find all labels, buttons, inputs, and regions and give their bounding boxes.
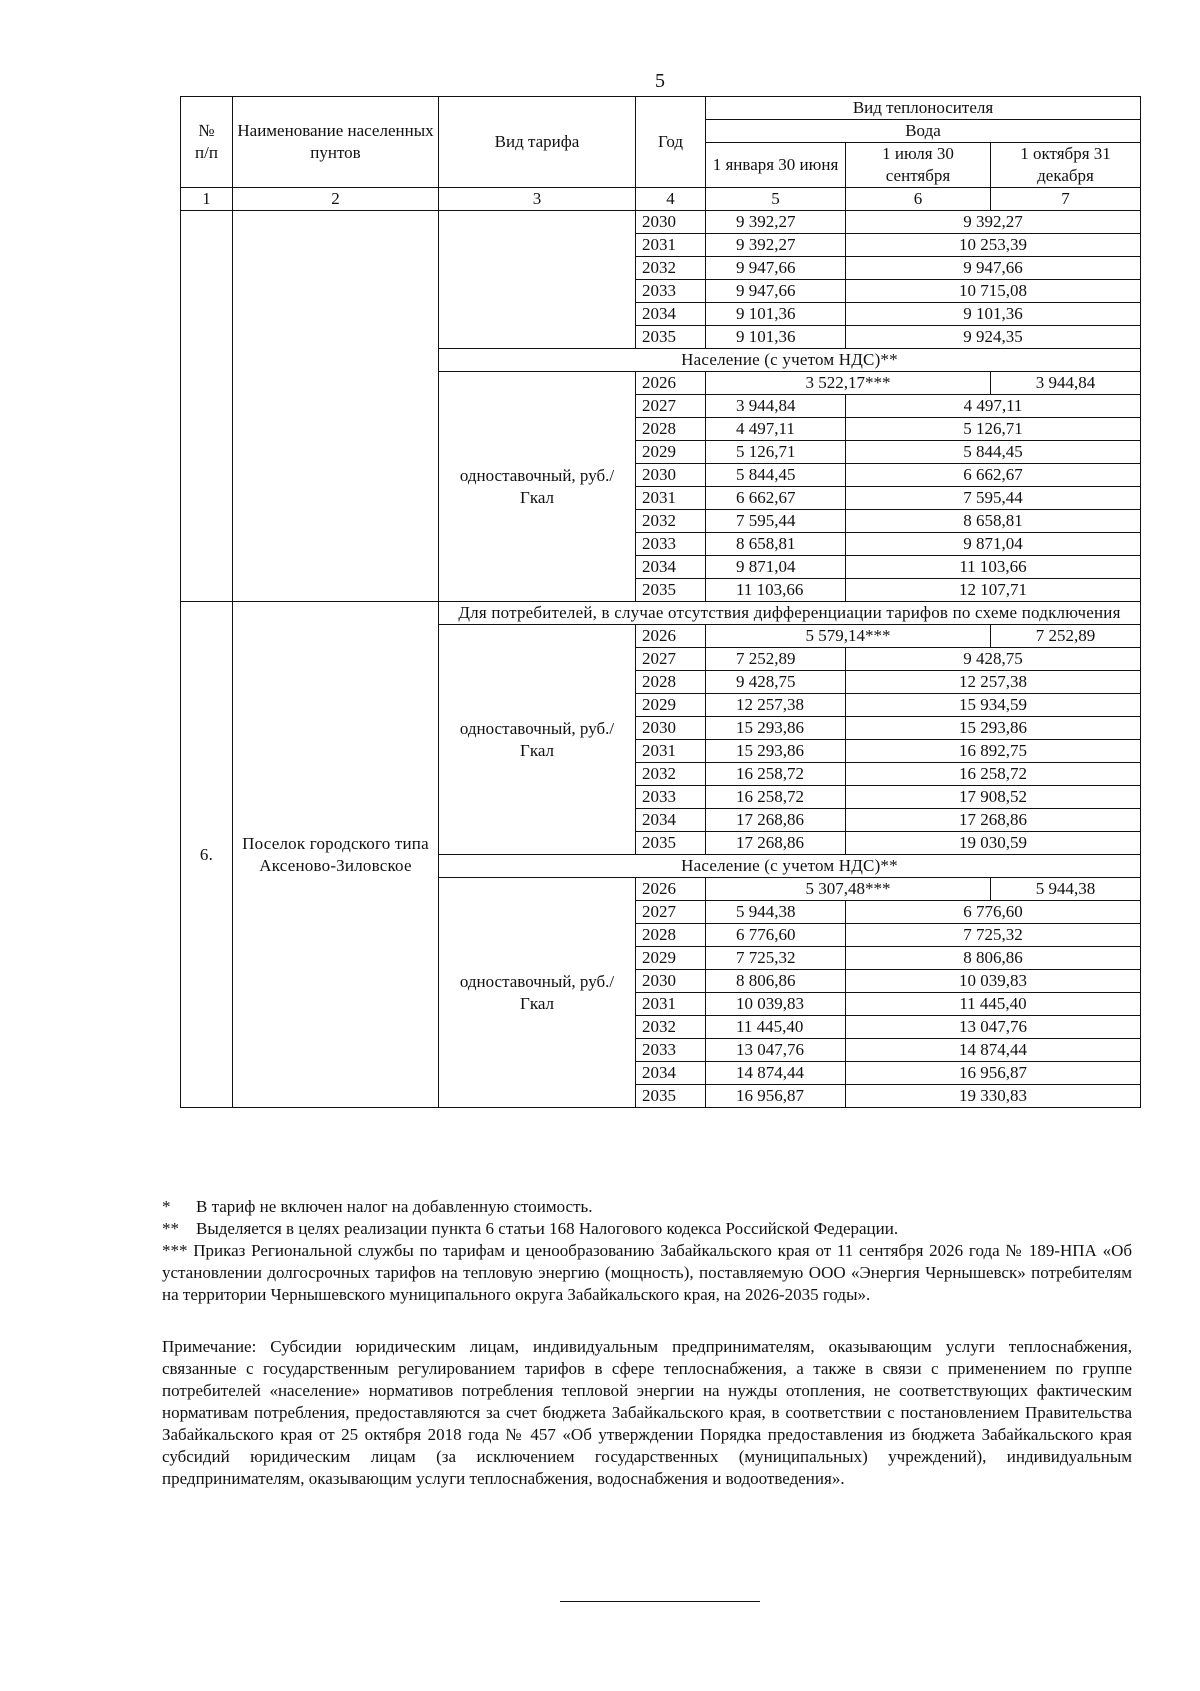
section-title: Население (с учетом НДС)** (439, 855, 1141, 878)
value-cell: 5 579,14*** (706, 625, 991, 648)
year-cell: 2034 (636, 556, 706, 579)
year-cell: 2026 (636, 372, 706, 395)
remark-paragraph: Примечание: Субсидии юридическим лицам, индивидуальным предпринимателям, оказывающим услуги теплоснабжения, связанные с государственным регулированием тарифов в сфере теплоснабжения, а также в связи с применением по группе потребителей «население» нормативов потребления тепловой энергии на нужды отопления, не соответствующих фактическим нормативам потребления, предоставляются за счет бюджета Забайкальского края, в соответствии с постановлением Правительства Забайкальского края от 25 октября 2018 года № 457 «Об утверждении Порядка предоставления из бюджета Забайкальского края субсидий юридическим лицам (за исключением государственных (муниципальных) учреждений), индивидуальным предпринимателям, оказывающим услуги теплоснабжения, водоснабжения и водоотведения». (162, 1337, 1132, 1488)
header-index-1: 1 (181, 188, 233, 211)
footnote-1-text: В тариф не включен налог на добавленную стоимость. (196, 1197, 593, 1216)
value-cell: 6 662,67 (846, 464, 1141, 487)
value-cell: 9 101,36 (846, 303, 1141, 326)
section-title: Население (с учетом НДС)** (439, 349, 1141, 372)
value-cell: 4 497,11 (846, 395, 1141, 418)
value-cell: 19 330,83 (846, 1085, 1141, 1108)
value-cell: 5 944,38 (706, 901, 846, 924)
year-cell: 2034 (636, 1062, 706, 1085)
value-cell: 10 715,08 (846, 280, 1141, 303)
settlement-name-cell (233, 211, 439, 602)
value-cell: 12 107,71 (846, 579, 1141, 602)
year-cell: 2028 (636, 418, 706, 441)
year-cell: 2032 (636, 257, 706, 280)
value-cell: 13 047,76 (706, 1039, 846, 1062)
value-cell: 11 103,66 (846, 556, 1141, 579)
value-cell: 11 445,40 (846, 993, 1141, 1016)
value-cell: 16 258,72 (706, 786, 846, 809)
value-cell: 7 252,89 (706, 648, 846, 671)
year-cell: 2031 (636, 740, 706, 763)
value-cell: 7 595,44 (706, 510, 846, 533)
value-cell: 9 392,27 (706, 211, 846, 234)
header-period-1: 1 января 30 июня (706, 143, 846, 188)
value-cell: 14 874,44 (846, 1039, 1141, 1062)
value-cell: 10 039,83 (706, 993, 846, 1016)
year-cell: 2032 (636, 1016, 706, 1039)
year-cell: 2028 (636, 671, 706, 694)
year-cell: 2027 (636, 648, 706, 671)
header-index-2: 2 (233, 188, 439, 211)
value-cell: 9 392,27 (706, 234, 846, 257)
value-cell: 12 257,38 (846, 671, 1141, 694)
year-cell: 2033 (636, 1039, 706, 1062)
value-cell: 9 924,35 (846, 326, 1141, 349)
settlement-name-cell: Поселок городского типа Аксеново-Зиловское (233, 602, 439, 1108)
header-index-6: 6 (846, 188, 991, 211)
page-number: 5 (655, 70, 665, 92)
value-cell: 13 047,76 (846, 1016, 1141, 1039)
value-cell: 17 268,86 (846, 809, 1141, 832)
value-cell: 7 595,44 (846, 487, 1141, 510)
footnote-1 (162, 1196, 1132, 1218)
footnote-1-mark: * (162, 1197, 171, 1216)
footnote-2 (162, 1218, 1132, 1240)
closing-rule (560, 1601, 760, 1602)
value-cell: 7 725,32 (846, 924, 1141, 947)
value-cell: 16 892,75 (846, 740, 1141, 763)
value-cell: 5 944,38 (991, 878, 1141, 901)
value-cell: 9 428,75 (706, 671, 846, 694)
table-row (181, 211, 1141, 234)
year-cell: 2032 (636, 763, 706, 786)
header-index-4: 4 (636, 188, 706, 211)
year-cell: 2033 (636, 533, 706, 556)
section-row (181, 602, 1141, 625)
header-index-5: 5 (706, 188, 846, 211)
value-cell: 11 103,66 (706, 579, 846, 602)
value-cell: 6 776,60 (846, 901, 1141, 924)
value-cell: 15 293,86 (706, 717, 846, 740)
year-cell: 2032 (636, 510, 706, 533)
row-number-cell (181, 211, 233, 602)
year-cell: 2029 (636, 694, 706, 717)
header-index-7: 7 (991, 188, 1141, 211)
year-cell: 2033 (636, 280, 706, 303)
header-period-3: 1 октября 31 декабря (991, 143, 1141, 188)
year-cell: 2035 (636, 579, 706, 602)
value-cell: 6 662,67 (706, 487, 846, 510)
section-title: Для потребителей, в случае отсутствия дифференциации тарифов по схеме подключения (439, 602, 1141, 625)
year-cell: 2029 (636, 441, 706, 464)
footnote-2-mark: ** (162, 1219, 179, 1238)
tariff-table-body (181, 211, 1141, 1108)
value-cell: 3 944,84 (991, 372, 1141, 395)
value-cell: 10 253,39 (846, 234, 1141, 257)
value-cell: 16 258,72 (706, 763, 846, 786)
value-cell: 5 126,71 (846, 418, 1141, 441)
value-cell: 15 934,59 (846, 694, 1141, 717)
value-cell: 3 944,84 (706, 395, 846, 418)
value-cell: 19 030,59 (846, 832, 1141, 855)
year-cell: 2034 (636, 809, 706, 832)
value-cell: 7 252,89 (991, 625, 1141, 648)
tariff-type-cell: одноставочный, руб./Гкал (439, 878, 636, 1108)
value-cell: 9 428,75 (846, 648, 1141, 671)
year-cell: 2030 (636, 970, 706, 993)
value-cell: 9 947,66 (706, 280, 846, 303)
tariff-type-cell: одноставочный, руб./Гкал (439, 372, 636, 602)
footnote-3: *** Приказ Региональной службы по тарифам и ценообразованию Забайкальского края от 11 сентября 2026 года № 189-НПА «Об установлении долгосрочных тарифов на тепловую энергию (мощность), поставляемую ООО «Энергия Чернышевск» потребителям на территории Чернышевского муниципального округа Забайкальского края, на 2026-2035 годы». (162, 1241, 1132, 1304)
value-cell: 10 039,83 (846, 970, 1141, 993)
header-year: Год (636, 97, 706, 188)
value-cell: 9 392,27 (846, 211, 1141, 234)
value-cell: 9 947,66 (846, 257, 1141, 280)
value-cell: 5 844,45 (706, 464, 846, 487)
year-cell: 2026 (636, 878, 706, 901)
year-cell: 2034 (636, 303, 706, 326)
value-cell: 15 293,86 (706, 740, 846, 763)
header-number: № п/п (181, 97, 233, 188)
value-cell: 3 522,17*** (706, 372, 991, 395)
header-tariff: Вид тарифа (439, 97, 636, 188)
value-cell: 9 871,04 (846, 533, 1141, 556)
tariff-type-cell: одноставочный, руб./Гкал (439, 625, 636, 855)
tariff-type-cell (439, 211, 636, 349)
value-cell: 15 293,86 (846, 717, 1141, 740)
year-cell: 2035 (636, 326, 706, 349)
value-cell: 8 658,81 (846, 510, 1141, 533)
notes-section (162, 1196, 1132, 1490)
year-cell: 2027 (636, 395, 706, 418)
header-period-2: 1 июля 30 сентября (846, 143, 991, 188)
row-number-cell: 6. (181, 602, 233, 1108)
value-cell: 6 776,60 (706, 924, 846, 947)
value-cell: 14 874,44 (706, 1062, 846, 1085)
header-index-3: 3 (439, 188, 636, 211)
year-cell: 2031 (636, 993, 706, 1016)
value-cell: 16 956,87 (846, 1062, 1141, 1085)
year-cell: 2030 (636, 211, 706, 234)
value-cell: 9 101,36 (706, 326, 846, 349)
tariff-table (180, 96, 1141, 1108)
footnote-2-text: Выделяется в целях реализации пункта 6 статьи 168 Налогового кодекса Российской Федерации. (196, 1219, 899, 1238)
year-cell: 2033 (636, 786, 706, 809)
year-cell: 2028 (636, 924, 706, 947)
year-cell: 2035 (636, 1085, 706, 1108)
value-cell: 5 126,71 (706, 441, 846, 464)
year-cell: 2035 (636, 832, 706, 855)
value-cell: 9 947,66 (706, 257, 846, 280)
header-water: Вода (706, 120, 1141, 143)
value-cell: 8 806,86 (846, 947, 1141, 970)
value-cell: 17 268,86 (706, 809, 846, 832)
year-cell: 2031 (636, 234, 706, 257)
value-cell: 9 101,36 (706, 303, 846, 326)
year-cell: 2030 (636, 464, 706, 487)
value-cell: 17 908,52 (846, 786, 1141, 809)
value-cell: 5 307,48*** (706, 878, 991, 901)
value-cell: 17 268,86 (706, 832, 846, 855)
header-name: Наименование населенных пунтов (233, 97, 439, 188)
year-cell: 2026 (636, 625, 706, 648)
year-cell: 2031 (636, 487, 706, 510)
value-cell: 12 257,38 (706, 694, 846, 717)
value-cell: 9 871,04 (706, 556, 846, 579)
value-cell: 7 725,32 (706, 947, 846, 970)
value-cell: 16 956,87 (706, 1085, 846, 1108)
year-cell: 2027 (636, 901, 706, 924)
value-cell: 16 258,72 (846, 763, 1141, 786)
value-cell: 8 806,86 (706, 970, 846, 993)
year-cell: 2030 (636, 717, 706, 740)
value-cell: 5 844,45 (846, 441, 1141, 464)
value-cell: 4 497,11 (706, 418, 846, 441)
year-cell: 2029 (636, 947, 706, 970)
header-carrier: Вид теплоносителя (706, 97, 1141, 120)
value-cell: 8 658,81 (706, 533, 846, 556)
value-cell: 11 445,40 (706, 1016, 846, 1039)
